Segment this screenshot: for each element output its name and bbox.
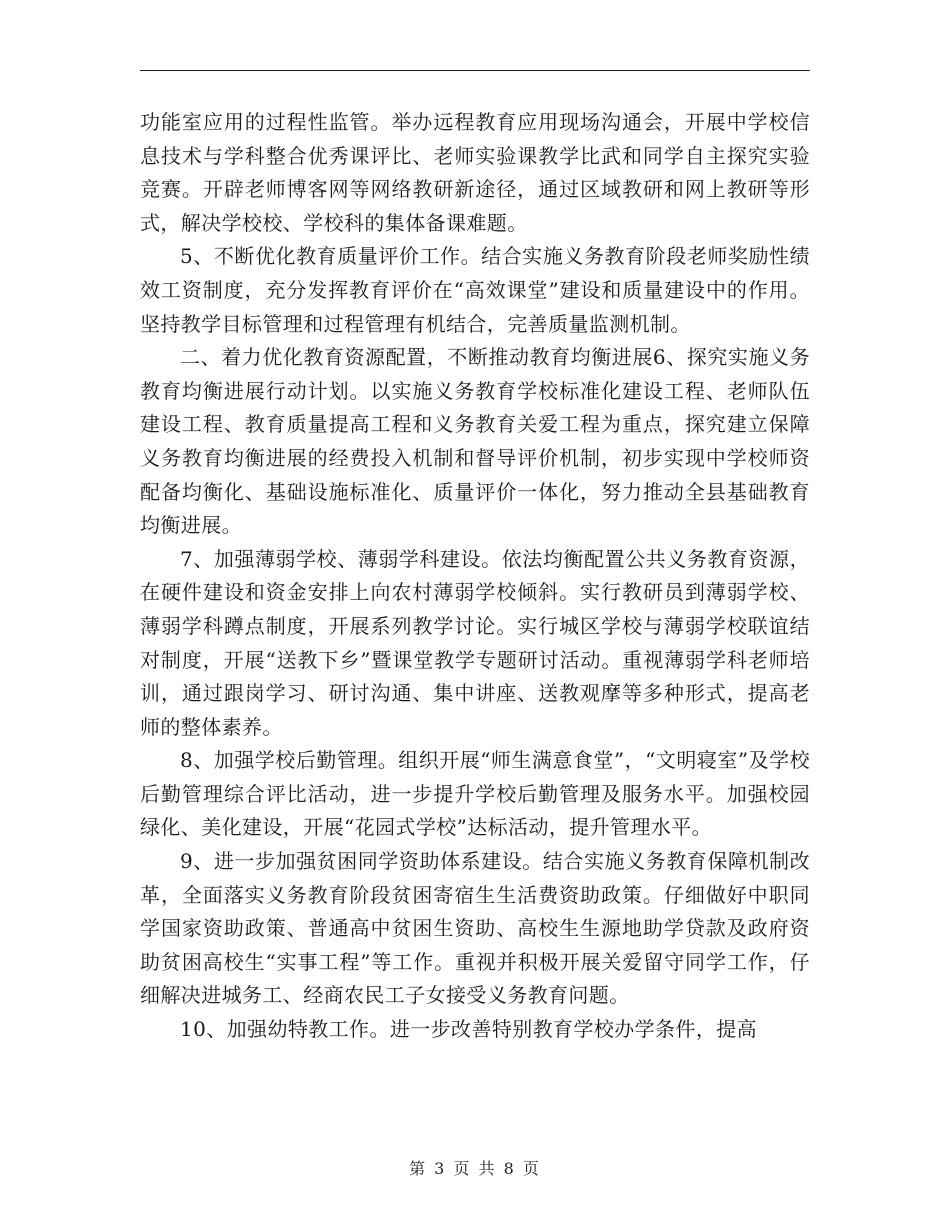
paragraph-2: 5、不断优化教育质量评价工作。结合实施义务教育阶段老师奖励性绩效工资制度，充分发挥教育评价在“高效课堂”建设和质量建设中的作用。坚持教学目标管理和过程管理有机结合，完善质量监测机制。 bbox=[140, 244, 810, 336]
document-body bbox=[140, 106, 810, 1047]
paragraph-7: 10、加强幼特教工作。进一步改善特别教育学校办学条件，提高 bbox=[180, 1017, 758, 1042]
paragraph-5: 8、加强学校后勤管理。组织开展“师生满意食堂”，“文明寝室”及学校后勤管理综合评比活动，进一步提升学校后勤管理及服务水平。加强校园绿化、美化建设，开展“花园式学校”达标活动，提升管理水平。 bbox=[140, 748, 810, 840]
page-number-footer: 第 3 页 共 8 页 bbox=[409, 1159, 541, 1178]
paragraph-1: 功能室应用的过程性监管。举办远程教育应用现场沟通会，开展中学校信息技术与学科整合优秀课评比、老师实验课教学比武和同学自主探究实验竞赛。开辟老师博客网等网络教研新途径，通过区域教研和网上教研等形式，解决学校校、学校科的集体备课难题。 bbox=[140, 110, 810, 235]
paragraph-3: 二、着力优化教育资源配置，不断推动教育均衡进展6、探究实施义务教育均衡进展行动计划。以实施义务教育学校标准化建设工程、老师队伍建设工程、教育质量提高工程和义务教育关爱工程为重点，探究建立保障义务教育均衡进展的经费投入机制和督导评价机制，初步实现中学校师资配备均衡化、基础设施标准化、质量评价一体化，努力推动全县基础教育均衡进展。 bbox=[140, 345, 810, 538]
paragraph-6: 9、进一步加强贫困同学资助体系建设。结合实施义务教育保障机制改革，全面落实义务教育阶段贫困寄宿生生活费资助政策。仔细做好中职同学国家资助政策、普通高中贫困生资助、高校生生源地助学贷款及政府资助贫困高校生“实事工程”等工作。重视并积极开展关爱留守同学工作，仔细解决进城务工、经商农民工子女接受义务教育问题。 bbox=[140, 849, 810, 1008]
paragraph-4: 7、加强薄弱学校、薄弱学科建设。依法均衡配置公共义务教育资源，在硬件建设和资金安排上向农村薄弱学校倾斜。实行教研员到薄弱学校、薄弱学科蹲点制度，开展系列教学讨论。实行城区学校与薄弱学校联谊结对制度，开展“送教下乡”暨课堂教学专题研讨活动。重视薄弱学科老师培训，通过跟岗学习、研讨沟通、集中讲座、送教观摩等多种形式，提高老师的整体素养。 bbox=[140, 546, 810, 739]
header-rule bbox=[140, 70, 810, 71]
